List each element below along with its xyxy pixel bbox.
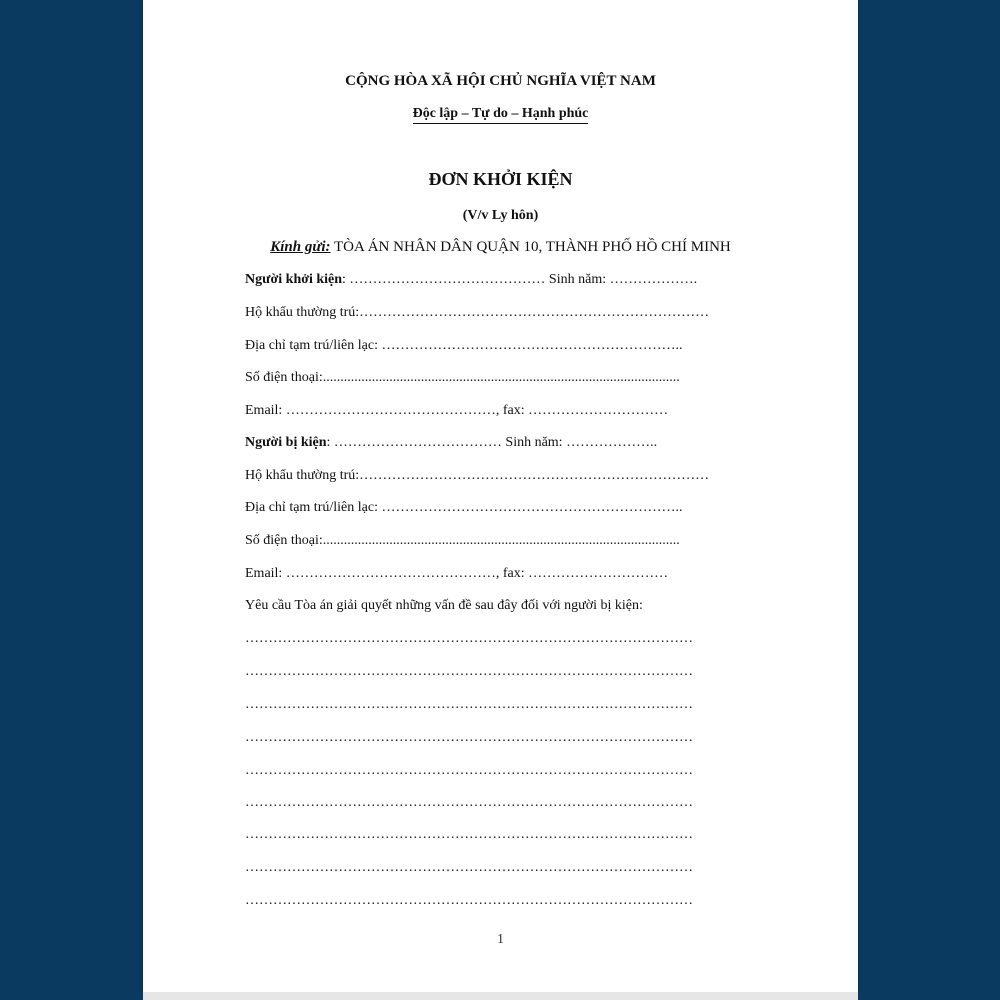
recipient-label: Kính gửi: [270, 239, 331, 255]
header-nation: CỘNG HÒA XÃ HỘI CHỦ NGHĨA VIỆT NAM [345, 73, 656, 89]
document-subtitle: (V/v Ly hôn) [462, 208, 539, 223]
document-page [143, 0, 858, 992]
page-edge [143, 992, 858, 1000]
defendant-line [245, 434, 805, 452]
header-motto: Độc lập – Tự do – Hạnh phúc [413, 105, 589, 124]
fill-line: …………………………………………………………………………………… [245, 795, 693, 810]
recipient-value: TÒA ÁN NHÂN DÂN QUẬN 10, THÀNH PHỐ HỒ CHÍ MINH [330, 239, 731, 255]
plaintiff-label: Người khởi kiện [245, 272, 343, 287]
fill-line: …………………………………………………………………………………… [245, 860, 693, 875]
fill-line: …………………………………………………………………………………… [245, 664, 693, 679]
fill-line: …………………………………………………………………………………… [245, 697, 693, 712]
plaintiff-phone: Số điện thoại:...................................................................................................... [245, 370, 680, 385]
fill-line: …………………………………………………………………………………… [245, 631, 693, 646]
recipient-line [143, 238, 858, 256]
defendant-address: Địa chỉ tạm trú/liên lạc: ……………………………………………………….. [245, 500, 683, 515]
defendant-phone: Số điện thoại:...................................................................................................... [245, 533, 680, 548]
fill-line: …………………………………………………………………………………… [245, 893, 693, 908]
plaintiff-line [245, 271, 805, 289]
document-title: ĐƠN KHỞI KIỆN [428, 169, 573, 189]
defendant-residence: Hộ khẩu thường trú:………………………………………………………………… [245, 468, 710, 483]
header-motto-row [143, 105, 858, 124]
fill-line: …………………………………………………………………………………… [245, 827, 693, 842]
plaintiff-address: Địa chỉ tạm trú/liên lạc: ……………………………………………………….. [245, 338, 683, 353]
defendant-label: Người bị kiện [245, 435, 327, 450]
plaintiff-email: Email: ………………………………………, fax: ………………………… [245, 403, 669, 418]
fill-line: …………………………………………………………………………………… [245, 763, 693, 778]
defendant-name-field: : ……………………………… Sinh năm: ……………….. [326, 435, 658, 450]
page-number: 1 [497, 932, 504, 947]
plaintiff-residence: Hộ khẩu thường trú:………………………………………………………………… [245, 305, 710, 320]
plaintiff-name-field: : …………………………………… Sinh năm: ………………. [342, 272, 698, 287]
defendant-email: Email: ………………………………………, fax: ………………………… [245, 566, 669, 581]
fill-line: …………………………………………………………………………………… [245, 730, 693, 745]
request-text: Yêu cầu Tòa án giải quyết những vấn đề sau đây đối với người bị kiện: [245, 598, 643, 613]
